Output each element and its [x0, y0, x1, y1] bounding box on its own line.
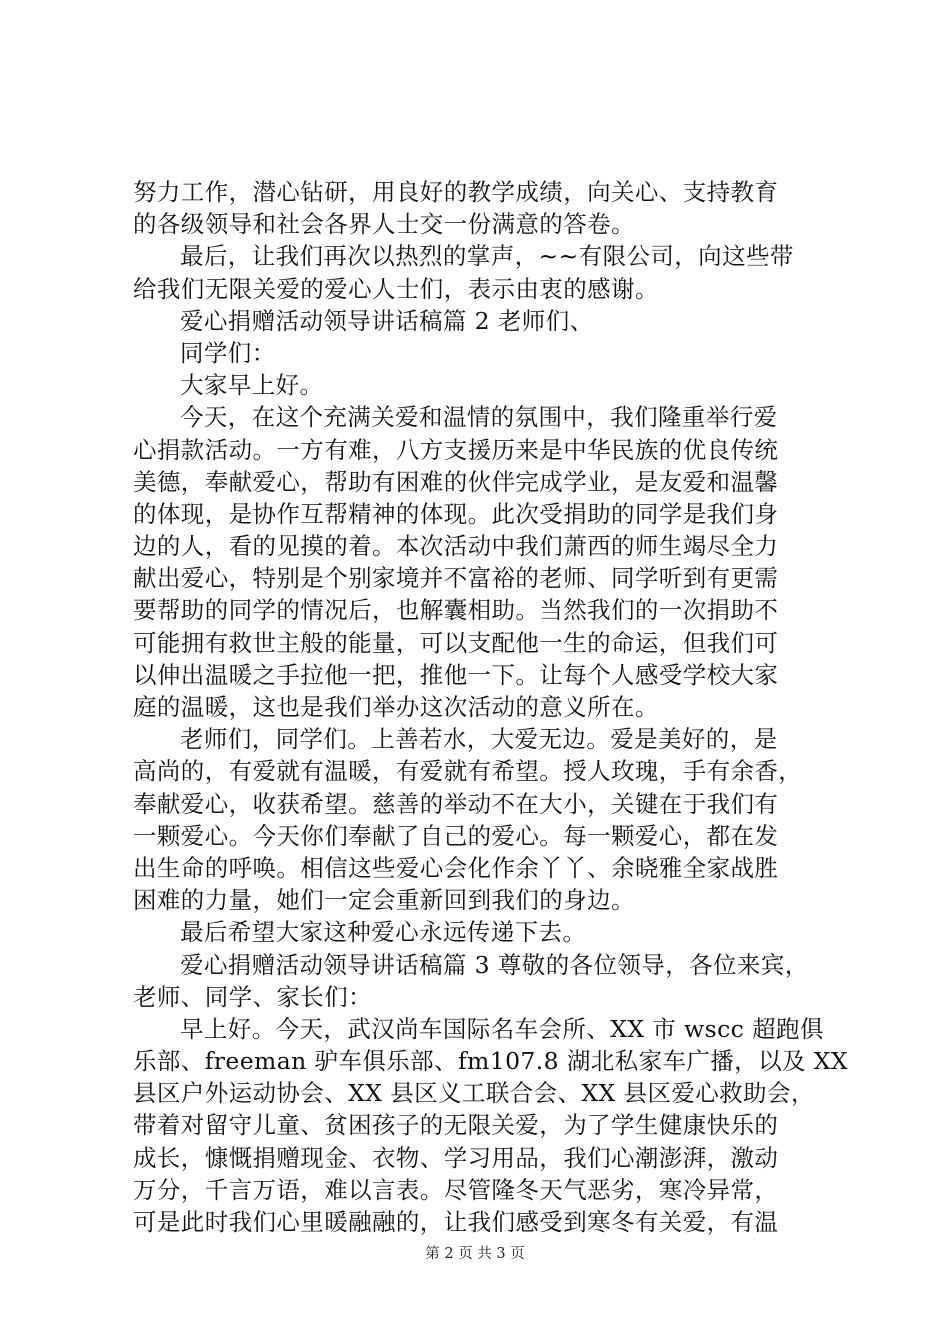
text-line: 给我们无限关爱的爱心人士们，表示由衷的感谢。: [133, 274, 659, 303]
text-line: 万分，千言万语，难以言表。尽管隆冬天气恶劣，寒冷异常，: [133, 1175, 779, 1204]
text-line: 最后，让我们再次以热烈的掌声，~~有限公司，向这些带: [180, 242, 794, 271]
page-footer: 第 2 页 共 3 页: [425, 1246, 525, 1262]
document-body: [133, 176, 853, 1238]
text-line: 最后希望大家这种爱心永远传递下去。: [180, 918, 587, 947]
text-line: 美德，奉献爱心，帮助有困难的伙伴完成学业，是友爱和温馨: [133, 467, 779, 496]
text-line: 的体现，是协作互帮精神的体现。此次受捐助的同学是我们身: [133, 499, 779, 528]
text-line: 困难的力量，她们一定会重新回到我们的身边。: [133, 886, 635, 915]
text-line: 奉献爱心，收获希望。慈善的举动不在大小，关键在于我们有: [133, 789, 779, 818]
text-line: 今天，在这个充满关爱和温情的氛围中，我们隆重举行爱: [180, 403, 778, 432]
text-line: 老师、同学、家长们：: [133, 982, 372, 1011]
text-line: 出生命的呼唤。相信这些爱心会化作余丫丫、余晓雅全家战胜: [133, 853, 779, 882]
text-line: 老师们，同学们。上善若水，大爱无边。爱是美好的，是: [180, 725, 778, 754]
text-line: 县区户外运动协会、XX 县区义工联合会、XX 县区爱心救助会，: [133, 1079, 815, 1108]
text-line: 献出爱心，特别是个别家境并不富裕的老师、同学听到有更需: [133, 564, 779, 593]
text-line: 成长，慷慨捐赠现金、衣物、学习用品，我们心潮澎湃，激动: [133, 1143, 779, 1172]
text-line: 要帮助的同学的情况后，也解囊相助。当然我们的一次捐助不: [133, 596, 779, 625]
text-line: 早上好。今天，武汉尚车国际名车会所、XX 市 wscc 超跑俱: [180, 1014, 824, 1043]
text-line: 努力工作，潜心钻研，用良好的教学成绩，向关心、支持教育: [133, 178, 779, 206]
text-line: 带着对留守儿童、贫困孩子的无限关爱，为了学生健康快乐的: [133, 1111, 779, 1140]
text-line: 的各级领导和社会各界人士交一份满意的答卷。: [133, 210, 635, 239]
text-line: 爱心捐赠活动领导讲话稿篇 3 尊敬的各位领导，各位来宾，: [180, 950, 809, 979]
text-line: 庭的温暖，这也是我们举办这次活动的意义所在。: [133, 693, 659, 721]
text-line: 爱心捐赠活动领导讲话稿篇 2 老师们、: [180, 306, 594, 335]
text-line: 一颗爱心。今天你们奉献了自己的爱心。每一颗爱心，都在发: [133, 821, 779, 850]
text-line: 同学们：: [180, 338, 276, 367]
text-line: 高尚的，有爱就有温暖，有爱就有希望。授人玫瑰，手有余香，: [133, 757, 803, 786]
text-line: 乐部、freeman 驴车俱乐部、fm107.8 湖北私家车广播，以及 XX: [133, 1047, 849, 1076]
text-line: 可能拥有救世主般的能量，可以支配他一生的命运，但我们可: [133, 628, 779, 657]
text-line: 可是此时我们心里暖融融的，让我们感受到寒冬有关爱，有温: [133, 1208, 779, 1236]
text-line: 心捐款活动。一方有难，八方支援历来是中华民族的优良传统: [133, 435, 779, 464]
text-line: 边的人，看的见摸的着。本次活动中我们萧西的师生竭尽全力: [133, 532, 779, 561]
text-line: 以伸出温暖之手拉他一把，推他一下。让每个人感受学校大家: [133, 660, 779, 689]
text-line: 大家早上好。: [180, 371, 324, 400]
